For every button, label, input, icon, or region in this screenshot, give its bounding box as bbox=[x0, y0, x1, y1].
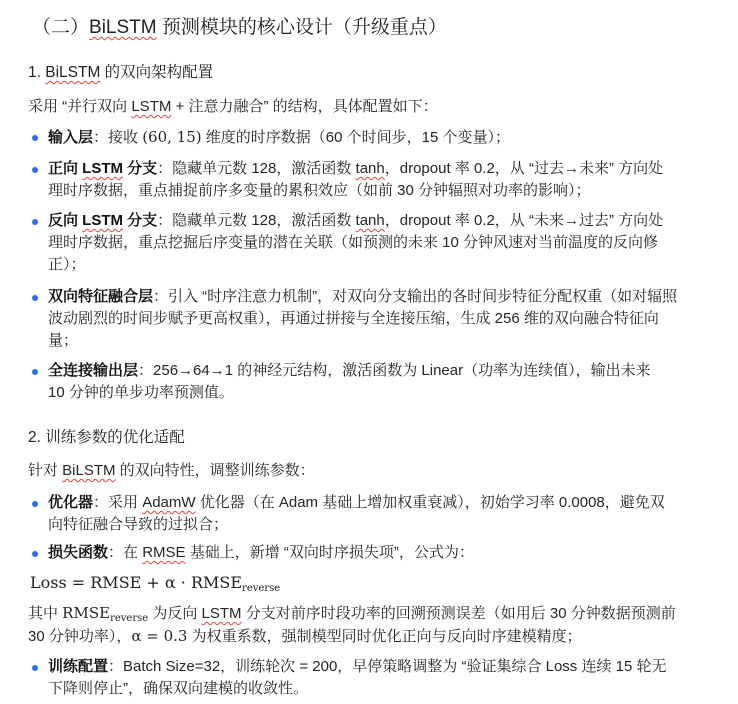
fusion-line-1: ：引入 “时序注意力机制”，对双向分支输出的各时间步特征分配权重（如对辐照 bbox=[153, 288, 678, 305]
fusion-line-3: 量； bbox=[48, 332, 79, 349]
explain-rmse-subscript: reverse bbox=[110, 613, 149, 624]
forward-label-b: 分支 bbox=[123, 160, 158, 177]
intro-paragraph-2 bbox=[28, 460, 315, 482]
backward-line-2: 理时序数据，重点挖掘后序变量的潜在关联（如预测的未来 10 分钟风速对当前温度的反向修 bbox=[48, 234, 659, 251]
bullet-dot-icon bbox=[32, 501, 38, 507]
loss-line-1-a: ：在 bbox=[108, 544, 143, 561]
forward-line-2: 理时序数据，重点捕捉前序多变量的累积效应（如前 30 分钟辐照对功率的影响）； bbox=[48, 182, 591, 199]
intro-2-part-a: 针对 bbox=[28, 462, 63, 479]
backward-tanh: tanh bbox=[355, 212, 385, 229]
loss-formula bbox=[30, 572, 280, 600]
forward-line-1-a: ：隐藏单元数 128，激活函数 bbox=[157, 160, 356, 177]
section-title bbox=[32, 14, 447, 42]
bullet-dot-icon bbox=[32, 551, 38, 557]
explain-line-1-c: 分支对前序时段功率的回溯预测误差（如用后 30 分钟数据预测前 bbox=[241, 605, 676, 622]
list-item-output-layer bbox=[28, 360, 698, 404]
bullet-dot-icon bbox=[32, 665, 38, 671]
formula-main: Loss = RMSE + α · RMSE bbox=[30, 573, 243, 592]
list-item-loss-function bbox=[28, 542, 698, 564]
training-line-2: 下降则停止”，确保双向建模的收敛性。 bbox=[48, 680, 308, 697]
list-item-line bbox=[48, 542, 698, 564]
list-item-line bbox=[48, 656, 698, 678]
list-item-line bbox=[48, 286, 698, 308]
intro-2-bilstm: BiLSTM bbox=[62, 462, 116, 479]
list-item-input-layer bbox=[28, 126, 698, 149]
formula-explanation-line-2 bbox=[28, 625, 582, 648]
list-item-forward-lstm bbox=[28, 158, 698, 202]
input-layer-text-2: 维度的时序数据（60 个时间步，15 个变量）； bbox=[201, 129, 510, 146]
intro-1-part-b: + 注意力融合” 的结构，具体配置如下： bbox=[171, 98, 438, 115]
optimizer-line-2: 向特征融合导致的过拟合； bbox=[48, 516, 229, 533]
fusion-label: 双向特征融合层 bbox=[48, 288, 154, 305]
input-layer-math: (60, 15) bbox=[142, 128, 202, 146]
list-item-line bbox=[48, 492, 698, 514]
input-layer-label: 输入层 bbox=[48, 129, 94, 146]
bullet-dot-icon bbox=[32, 219, 38, 225]
explain-line-2-a: 30 分钟功率）， bbox=[28, 628, 132, 645]
list-item-backward-lstm bbox=[28, 210, 698, 276]
backward-label-lstm: LSTM bbox=[82, 212, 123, 229]
intro-paragraph-1 bbox=[28, 96, 438, 118]
subheading-1-bilstm: BiLSTM bbox=[45, 64, 101, 81]
forward-label-lstm: LSTM bbox=[82, 160, 123, 177]
explain-alpha: α = 0.3 bbox=[131, 627, 188, 645]
intro-1-part-a: 采用 “并行双向 bbox=[28, 98, 132, 115]
list-item-line bbox=[48, 210, 698, 232]
list-item-training-config bbox=[28, 656, 698, 700]
optimizer-adamw: AdamW bbox=[142, 494, 196, 511]
explain-line-1-a: 其中 bbox=[28, 605, 63, 622]
section-title-rest: 预测模块的核心设计（升级重点） bbox=[156, 17, 447, 38]
formula-subscript: reverse bbox=[242, 583, 281, 594]
section-title-prefix: （二） bbox=[32, 17, 90, 38]
section-title-bilstm: BiLSTM bbox=[89, 17, 157, 38]
loss-line-1-b: 基础上，新增 “双向时序损失项”，公式为： bbox=[185, 544, 474, 561]
bullet-dot-icon bbox=[32, 135, 38, 141]
output-line-1: ：256→64→1 的神经元结构，激活函数为 Linear（功率为连续值），输出未来 bbox=[138, 362, 651, 379]
subheading-1-prefix: 1. bbox=[28, 64, 46, 81]
input-layer-text: ：接收 bbox=[93, 129, 143, 146]
optimizer-line-1-a: ：采用 bbox=[93, 494, 143, 511]
backward-line-1-a: ：隐藏单元数 128，激活函数 bbox=[157, 212, 356, 229]
output-label: 全连接输出层 bbox=[48, 362, 139, 379]
backward-line-1-b: ，dropout 率 0.2，从 “未来→过去” 方向处 bbox=[384, 212, 664, 229]
fusion-line-2: 波动剧烈的时间步赋予更高权重），再通过拼接与全连接压缩，生成 256 维的双向融合特征向 bbox=[48, 310, 659, 327]
explain-line-1-b: 为反向 bbox=[148, 605, 202, 622]
list-item-line bbox=[48, 360, 698, 382]
backward-line-3: 正）； bbox=[48, 256, 86, 273]
training-line-1: ：Batch Size=32，训练轮次 = 200，早停策略调整为 “验证集综合 Loss 连续 15 轮无 bbox=[108, 658, 667, 675]
list-item-fusion-layer bbox=[28, 286, 698, 352]
explain-lstm: LSTM bbox=[201, 605, 242, 622]
bullet-dot-icon bbox=[32, 295, 38, 301]
intro-1-lstm: LSTM bbox=[131, 98, 172, 115]
explain-rmse: RMSE bbox=[62, 604, 111, 622]
output-line-2: 10 分钟的单步功率预测值。 bbox=[48, 384, 234, 401]
subheading-2: 2. 训练参数的优化适配 bbox=[28, 429, 185, 446]
loss-rmse: RMSE bbox=[142, 544, 186, 561]
list-item-optimizer bbox=[28, 492, 698, 536]
list-item-line bbox=[48, 126, 698, 149]
optimizer-line-1-b: 优化器（在 Adam 基础上增加权重衰减），初始学习率 0.0008，避免双 bbox=[195, 494, 665, 511]
bullet-dot-icon bbox=[32, 369, 38, 375]
subheading-1-rest: 的双向架构配置 bbox=[100, 64, 214, 81]
forward-label-a: 正向 bbox=[48, 160, 83, 177]
forward-line-1-b: ，dropout 率 0.2，从 “过去→未来” 方向处 bbox=[384, 160, 664, 177]
subheading-1 bbox=[28, 62, 213, 84]
backward-label-a: 反向 bbox=[48, 212, 83, 229]
backward-label-b: 分支 bbox=[123, 212, 158, 229]
explain-line-2-b: 为权重系数，强制模型同时优化正向与反向时序建模精度； bbox=[187, 628, 582, 645]
intro-2-part-b: 的双向特性，调整训练参数： bbox=[115, 462, 315, 479]
forward-tanh: tanh bbox=[355, 160, 385, 177]
bullet-dot-icon bbox=[32, 167, 38, 173]
list-item-line bbox=[48, 158, 698, 180]
loss-label: 损失函数 bbox=[48, 544, 109, 561]
training-label: 训练配置 bbox=[48, 658, 109, 675]
optimizer-label: 优化器 bbox=[48, 494, 94, 511]
